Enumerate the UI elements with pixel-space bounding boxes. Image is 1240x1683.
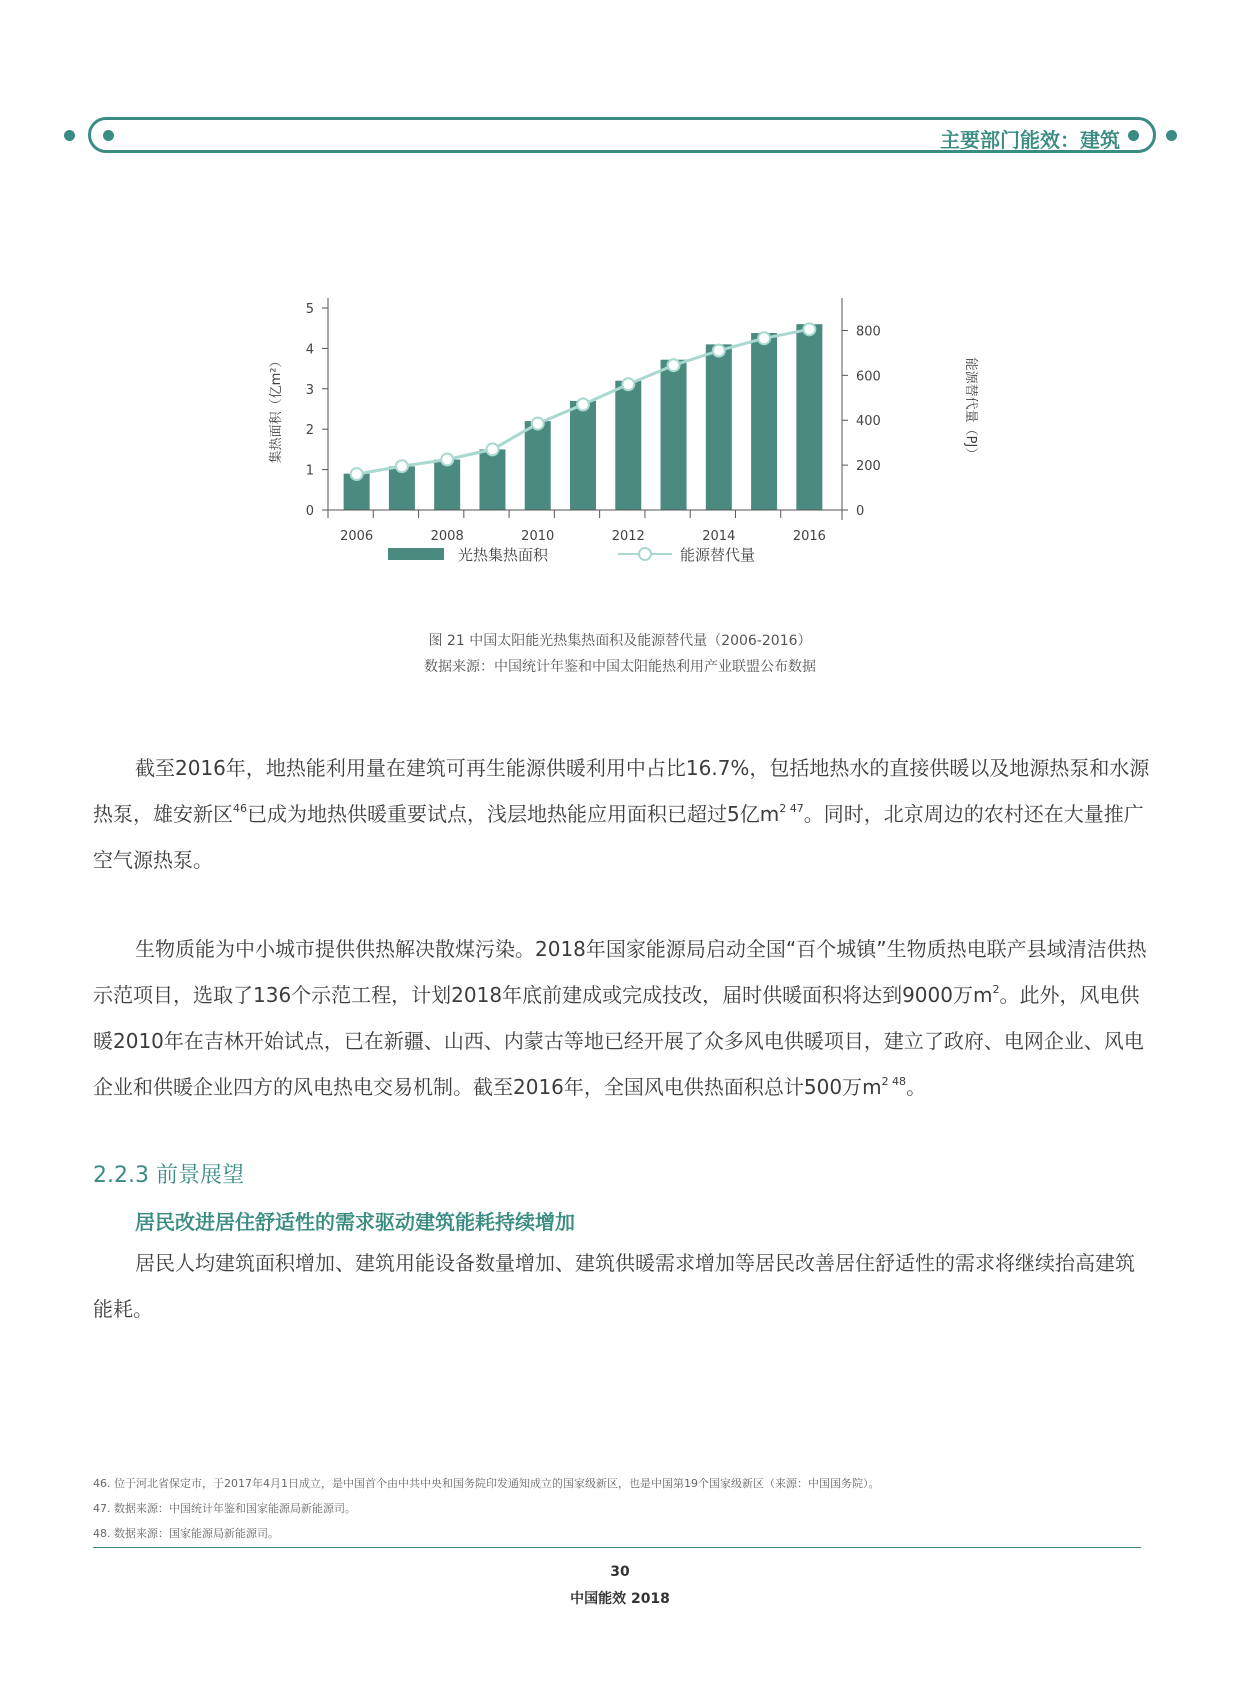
y-left-tick-label: 5: [305, 302, 314, 317]
para1-text-b: 已成为地热供暖重要试点，浅层地热能应用面积已超过5亿m: [247, 802, 780, 826]
legend-line-marker: [639, 548, 651, 560]
bar-2012: [615, 381, 641, 510]
line-point-2010: [532, 418, 544, 430]
para2-text-a: 生物质能为中小城市提供供热解决散煤污染。2018年国家能源局启动全国“百个城镇”生物质热电联产县域清洁供热示范项目，选取了136个示范工程，计划2018年底前建成或完成技改，届时供暖面积将达到9000万m: [93, 937, 1147, 1007]
footnote-ref-46[interactable]: 46: [233, 802, 247, 815]
bar-2016: [796, 324, 822, 510]
x-tick-label: 2010: [521, 529, 555, 544]
x-tick-label: 2012: [611, 529, 645, 544]
header-title: 主要部门能效：建筑: [940, 128, 1120, 152]
bar-2009: [479, 449, 505, 510]
footnote-ref-47[interactable]: 2 47: [779, 802, 804, 815]
para3-text: 居民人均建筑面积增加、建筑用能设备数量增加、建筑供暖需求增加等居民改善居住舒适性的需求将继续抬高建筑能耗。: [93, 1251, 1135, 1321]
y-right-tick-label: 0: [856, 504, 865, 519]
superscript-2: 2: [992, 983, 1000, 996]
y-left-axis-title: 集热面积（亿m²）: [269, 354, 284, 464]
bar-2014: [706, 344, 732, 510]
line-point-2008: [441, 454, 453, 466]
line-point-2015: [758, 332, 770, 344]
line-point-2007: [396, 460, 408, 472]
line-point-2012: [622, 378, 634, 390]
footnote-48: 48. 数据来源：国家能源局新能源司。: [93, 1527, 279, 1540]
y-left-tick-label: 2: [305, 423, 314, 439]
footnote-46: 46. 位于河北省保定市，于2017年4月1日成立，是中国首个由中共中央和国务院印发通知成立的国家级新区，也是中国第19个国家级新区（来源：中国国务院）。: [93, 1477, 880, 1490]
bar-2015: [751, 333, 777, 510]
x-tick-label: 2006: [340, 529, 374, 544]
x-tick-label: 2016: [792, 529, 826, 544]
y-right-tick-label: 800: [856, 324, 881, 340]
publication-title: 中国能效 2018: [570, 1591, 670, 1607]
y-right-axis-title: 能源替代量（PJ）: [963, 357, 978, 461]
y-right-tick-label: 400: [856, 414, 881, 430]
header-right-inner-dot: [1128, 130, 1139, 141]
paragraph-biomass: [93, 926, 1151, 1110]
legend-bar-swatch: [388, 548, 444, 560]
bar-2011: [570, 401, 596, 510]
paragraph-geothermal: [93, 745, 1151, 883]
header-left-outer-dot: [64, 130, 75, 141]
para1-text-a: 截至2016年，地热能利用量在建筑可再生能源供暖利用中占比16.7%，包括地热水的直接供暖以及地源热泵和水源热泵，雄安新区: [93, 756, 1150, 826]
y-right-tick-label: 600: [856, 369, 881, 385]
bar-2008: [434, 460, 460, 511]
solar-thermal-chart: [240, 290, 1000, 620]
line-point-2016: [803, 323, 815, 335]
legend-line-label: 能源替代量: [680, 546, 756, 564]
page-number: 30: [610, 1564, 630, 1580]
bar-2010: [525, 421, 551, 510]
line-point-2013: [668, 359, 680, 371]
header-left-inner-dot: [103, 130, 114, 141]
footer-rule: [93, 1547, 1141, 1548]
y-left-tick-label: 1: [305, 463, 314, 479]
legend-bar-label: 光热集热面积: [458, 546, 549, 564]
bar-2013: [661, 360, 687, 510]
y-left-tick-label: 0: [305, 504, 314, 519]
para2-text-b: 。此外，风电供暖2010年在吉林开始试点，已在新疆、山西、内蒙古等地已经开展了众多风电供暖项目，建立了政府、电网企业、风电企业和供暖企业四方的风电热电交易机制。截至2016年，全国风电供热面积总计500万m: [93, 983, 1144, 1099]
line-point-2006: [351, 468, 363, 480]
footnote-47: 47. 数据来源：中国统计年鉴和国家能源局新能源司。: [93, 1502, 356, 1515]
section-heading: 2.2.3 前景展望: [93, 1163, 244, 1188]
header-right-outer-dot: [1166, 130, 1177, 141]
line-point-2011: [577, 399, 589, 411]
para2-text-c: 。: [906, 1075, 927, 1099]
y-left-tick-label: 3: [305, 382, 314, 398]
figure-source: 数据来源：中国统计年鉴和中国太阳能热利用产业联盟公布数据: [424, 659, 816, 675]
paragraph-outlook: [93, 1240, 1151, 1332]
y-left-tick-label: 4: [305, 342, 314, 358]
x-tick-label: 2008: [430, 529, 464, 544]
figure-caption: 图 21 中国太阳能光热集热面积及能源替代量（2006-2016）: [428, 633, 812, 649]
line-point-2014: [713, 345, 725, 357]
subheading: 居民改进居住舒适性的需求驱动建筑能耗持续增加: [135, 1210, 575, 1234]
x-tick-label: 2014: [702, 529, 736, 544]
footnote-ref-48[interactable]: 2 48: [881, 1075, 907, 1088]
para1-text-c: 。同时，北京周边的农村还在大量推广空气源热泵。: [93, 802, 1144, 872]
y-right-tick-label: 200: [856, 459, 881, 475]
line-point-2009: [486, 443, 498, 455]
